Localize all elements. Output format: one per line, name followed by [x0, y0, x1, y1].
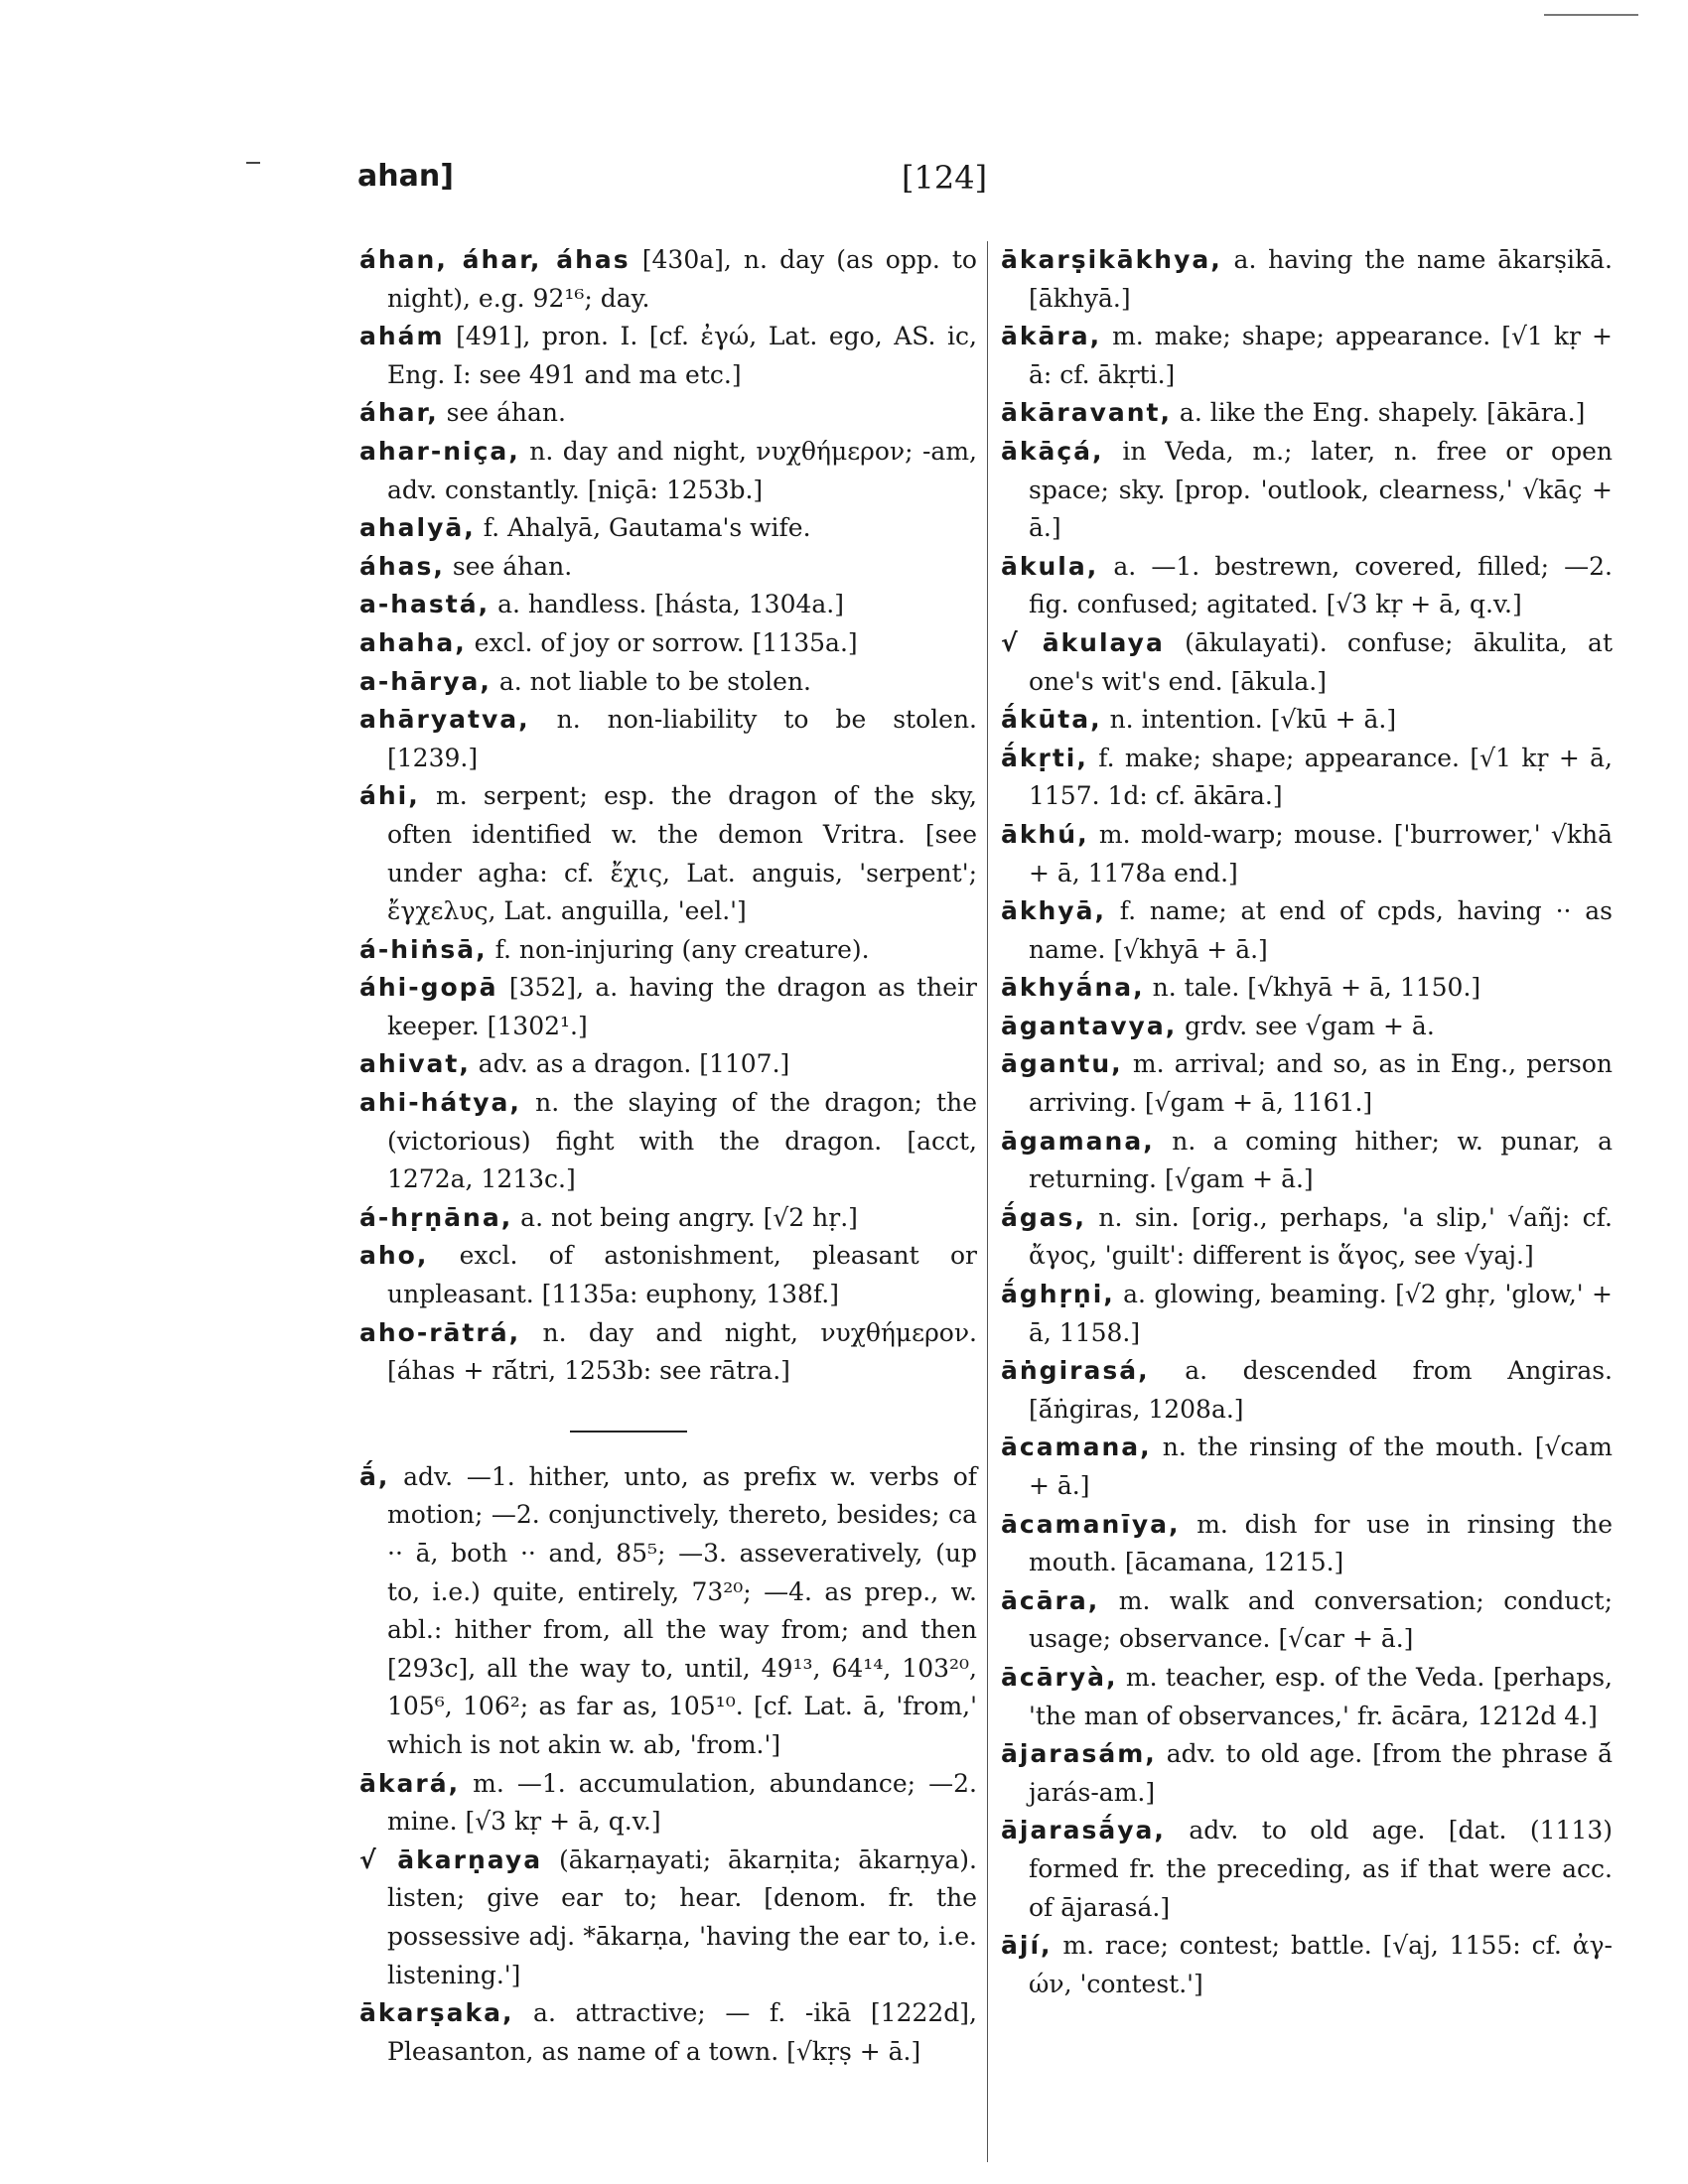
dictionary-entry — [359, 318, 977, 394]
definition: (ākulayati). confuse; ākulita, at one's wit's end. [ākula.] — [1029, 627, 1613, 696]
headword: ākarṣaka, — [359, 1998, 514, 2028]
headword: ākhyā, — [1001, 896, 1106, 926]
definition: excl. of astonishment, pleasant or unpleasant. [1135a: euphony, 138f.] — [387, 1241, 977, 1309]
dictionary-entry — [359, 1199, 977, 1238]
definition: a. glowing, beaming. [√2 ghṛ, 'glow,' + ā, 1158.] — [1029, 1280, 1613, 1347]
headword: ahāryatva, — [359, 705, 530, 735]
dictionary-entry — [1001, 1812, 1613, 1927]
page-header — [357, 159, 1618, 208]
dictionary-entry — [359, 586, 977, 624]
definition: adv. —1. hither, unto, as prefix w. verbs of motion; —2. conjunctively, thereto, besides; ca ·· ā, both ·· and, 85⁵; —3. asseveratively, (up to, i.e.) quite, entirely, 73²⁰; —4. as prep., w. abl.: hither from, all the way from; and then [293c], all the way to, until, 49¹³, 64¹⁴, 103²⁰, 105⁶, 106²; as far as, 105¹⁰. [cf. Lat. ā, 'from,' which is not akin w. ab, 'from.'] — [387, 1461, 977, 1759]
definition: n. the rinsing of the mouth. [√cam + ā.] — [1029, 1433, 1613, 1500]
definition: n. tale. [√khyā + ā, 1150.] — [1144, 973, 1481, 1003]
headword: ājarasā́ya, — [1001, 1816, 1166, 1845]
definition: n. day and night, νυχθήμερον; -am, adv. constantly. [niçā: 1253b.] — [387, 436, 977, 504]
headword: ākula, — [1001, 551, 1099, 581]
running-head: ahan] — [357, 159, 454, 194]
definition: n. non-liability to be stolen. [1239.] — [387, 705, 977, 772]
definition: m. dish for use in rinsing the mouth. [ācamana, 1215.] — [1029, 1509, 1613, 1577]
dictionary-entry — [1001, 969, 1613, 1008]
definition: a. —1. bestrewn, covered, filled; —2. fig. confused; agitated. [√3 kṛ + ā, q.v.] — [1029, 551, 1613, 619]
dictionary-entry — [1001, 433, 1613, 548]
dictionary-entry — [1001, 892, 1613, 969]
column-divider — [987, 241, 988, 2162]
dictionary-entry — [359, 663, 977, 702]
edge-rule — [1544, 14, 1638, 16]
dictionary-entry — [1001, 1045, 1613, 1122]
definition: m. teacher, esp. of the Veda. [perhaps, 'the man of observances,' fr. ācāra, 1212d 4.] — [1029, 1662, 1613, 1730]
dictionary-entry — [359, 1765, 977, 1842]
headword: aho-rātrá, — [359, 1317, 521, 1347]
definition: a. handless. [hásta, 1304a.] — [490, 590, 844, 619]
dictionary-entry — [1001, 394, 1613, 433]
definition: (ākarṇayati; ākarṇita; ākarṇya). listen; give ear to; hear. [denom. fr. the possessive adj. *ākarṇa, 'having the ear to, i.e. listening.'] — [387, 1844, 977, 1989]
dictionary-entry — [359, 1842, 977, 1994]
section-divider — [570, 1431, 687, 1433]
definition: a. attractive; — f. -ikā [1222d], Pleasanton, as name of a town. [√kṛṣ + ā.] — [387, 1998, 977, 2066]
page-number: [124] — [902, 159, 988, 197]
dictionary-entry — [1001, 740, 1613, 816]
definition: a. not being angry. [√2 hṛ.] — [512, 1202, 858, 1232]
headword: ākāravant, — [1001, 398, 1172, 428]
headword: ācamanīya, — [1001, 1509, 1181, 1539]
headword: āgantu, — [1001, 1049, 1123, 1079]
definition: m. serpent; esp. the dragon of the sky, often identified w. the demon Vritra. [see under agha: cf. ἔχις, Lat. anguis, 'serpent'; ἔγχελυς, Lat. anguilla, 'eel.'] — [387, 781, 977, 926]
headword: ājí, — [1001, 1931, 1053, 1961]
definition: a. not liable to be stolen. — [491, 666, 812, 696]
dictionary-entry — [1001, 548, 1613, 624]
dictionary-entry — [359, 1314, 977, 1391]
definition: m. arrival; and so, as in Eng., person arriving. [√gam + ā, 1161.] — [1029, 1049, 1613, 1118]
definition: adv. as a dragon. [1107.] — [470, 1049, 790, 1079]
headword: ācāra, — [1001, 1585, 1100, 1615]
definition: n. day and night, νυχθήμερον. [áhas + rā́tri, 1253b: see rātra.] — [387, 1317, 977, 1386]
dictionary-entry — [359, 241, 977, 318]
headword: ākará, — [359, 1768, 461, 1798]
headword: ākhyā́na, — [1001, 973, 1145, 1003]
definition: see áhan. — [444, 551, 573, 581]
headword: ahám — [359, 322, 445, 351]
dictionary-entry — [1001, 318, 1613, 394]
definition: m. mold-warp; mouse. ['burrower,' √khā + ā, 1178a end.] — [1029, 819, 1613, 887]
dictionary-entry — [1001, 1276, 1613, 1352]
dictionary-entry — [359, 969, 977, 1045]
definition: n. intention. [√kū + ā.] — [1101, 705, 1397, 735]
headword: ahar-niça, — [359, 436, 520, 466]
definition: [352], a. having the dragon as their keeper. [1302¹.] — [387, 973, 977, 1040]
headword: ācāryà, — [1001, 1662, 1118, 1692]
left-column — [359, 241, 977, 2071]
definition: m. race; contest; battle. [√aj, 1155: cf. ἀγ-ών, 'contest.'] — [1029, 1931, 1613, 1998]
dictionary-entry — [359, 433, 977, 509]
definition: n. the slaying of the dragon; the (victorious) fight with the dragon. [acct, 1272a, 1213c.] — [387, 1088, 977, 1194]
dictionary-entry — [359, 701, 977, 777]
definition: see áhan. — [438, 398, 566, 428]
headword: ākāçá, — [1001, 436, 1104, 466]
headword: ā́ghṛṇi, — [1001, 1280, 1115, 1309]
definition: a. like the Eng. shapely. [ākāra.] — [1171, 398, 1586, 428]
definition: grdv. see √gam + ā. — [1177, 1011, 1435, 1040]
headword: ahalyā, — [359, 513, 476, 543]
left-entries-a — [359, 241, 977, 1391]
headword: ā́, — [359, 1461, 390, 1491]
definition: n. a coming hither; w. punar, a returning. [√gam + ā.] — [1029, 1126, 1613, 1194]
definition: adv. to old age. [dat. (1113) formed fr. the preceding, as if that were acc. of ājarasá.] — [1029, 1816, 1613, 1922]
dictionary-entry — [1001, 816, 1613, 892]
headword: ā́kūta, — [1001, 705, 1102, 735]
definition: in Veda, m.; later, n. free or open space; sky. [prop. 'outlook, clearness,' √kāç + ā.] — [1029, 436, 1613, 543]
dictionary-entry — [359, 931, 977, 970]
dictionary-entry — [359, 548, 977, 587]
headword: ahivat, — [359, 1049, 471, 1079]
dictionary-entry — [359, 1045, 977, 1084]
headword: ahi-hátya, — [359, 1088, 521, 1118]
headword: ājarasám, — [1001, 1739, 1157, 1769]
definition: [430a], n. day (as opp. to night), e.g. 92¹⁶; day. — [387, 245, 977, 313]
definition: a. descended from Angiras. [ā́ṅgiras, 1208a.] — [1029, 1356, 1613, 1424]
headword: á-hṛṇāna, — [359, 1202, 513, 1232]
dictionary-entry — [1001, 241, 1613, 318]
headword: áhi-gopā — [359, 973, 498, 1003]
dictionary-entry — [359, 1994, 977, 2071]
headword: ācamana, — [1001, 1433, 1152, 1462]
definition: f. name; at end of cpds, having ·· as name. [√khyā + ā.] — [1029, 896, 1613, 964]
definition: m. walk and conversation; conduct; usage; observance. [√car + ā.] — [1029, 1585, 1613, 1654]
headword: ākāra, — [1001, 322, 1102, 351]
headword: áhan, áhar, áhas — [359, 245, 631, 274]
headword: a-hastá, — [359, 590, 491, 619]
headword: ahaha, — [359, 627, 467, 657]
right-column — [1001, 241, 1613, 2003]
dictionary-entry — [1001, 701, 1613, 740]
headword: āgantavya, — [1001, 1011, 1178, 1040]
definition: [491], pron. I. [cf. ἐγώ, Lat. ego, AS. ic, Eng. I: see 491 and ma etc.] — [387, 322, 977, 389]
headword: āṅgirasá, — [1001, 1356, 1150, 1386]
dictionary-entry — [359, 1084, 977, 1199]
scan-mark — [246, 162, 260, 164]
dictionary-entry — [1001, 1735, 1613, 1812]
headword: áhar, — [359, 398, 439, 428]
dictionary-entry — [1001, 1008, 1613, 1046]
dictionary-entry — [359, 509, 977, 548]
headword: ākhú, — [1001, 819, 1089, 849]
dictionary-entry — [359, 777, 977, 930]
dictionary-entry — [1001, 1199, 1613, 1276]
definition: f. Ahalyā, Gautama's wife. — [475, 513, 811, 543]
definition: a. having the name ākarṣikā. [ākhyā.] — [1029, 245, 1613, 313]
headword: √ ākulaya — [1001, 627, 1165, 657]
dictionary-entry — [359, 394, 977, 433]
dictionary-entry — [1001, 1506, 1613, 1582]
dictionary-entry — [359, 1237, 977, 1313]
headword: á-hiṅsā, — [359, 934, 488, 964]
headword: ā́gas, — [1001, 1202, 1087, 1232]
headword: āgamana, — [1001, 1126, 1155, 1156]
dictionary-entry — [1001, 1927, 1613, 2003]
dictionary-entry — [1001, 1352, 1613, 1429]
headword: ā́kṛti, — [1001, 743, 1088, 772]
definition: n. sin. [orig., perhaps, 'a slip,' √añj: cf. ἄγος, 'guilt': different is ἅγος, see √yaj.] — [1029, 1202, 1613, 1271]
dictionary-entry — [1001, 1123, 1613, 1199]
definition: f. non-injuring (any creature). — [487, 934, 870, 964]
headword: aho, — [359, 1241, 429, 1271]
left-entries-b — [359, 1458, 977, 2072]
dictionary-entry — [1001, 1659, 1613, 1735]
definition: excl. of joy or sorrow. [1135a.] — [466, 627, 858, 657]
headword: a-hārya, — [359, 666, 492, 696]
definition: m. —1. accumulation, abundance; —2. mine. [√3 kṛ + ā, q.v.] — [387, 1768, 977, 1837]
headword: √ ākarṇaya — [359, 1844, 543, 1874]
dictionary-entry — [1001, 1429, 1613, 1505]
definition: m. make; shape; appearance. [√1 kṛ + ā: cf. ākṛti.] — [1029, 322, 1613, 389]
dictionary-entry — [359, 624, 977, 663]
headword: áhas, — [359, 551, 445, 581]
headword: áhi, — [359, 781, 420, 811]
definition: adv. to old age. [from the phrase ā́ jarás-am.] — [1029, 1739, 1613, 1807]
dictionary-entry — [359, 1458, 977, 1765]
headword: ākarṣikākhya, — [1001, 245, 1222, 274]
dictionary-entry — [1001, 1582, 1613, 1659]
definition: f. make; shape; appearance. [√1 kṛ + ā, 1157. 1d: cf. ākāra.] — [1029, 743, 1613, 811]
dictionary-entry — [1001, 624, 1613, 701]
